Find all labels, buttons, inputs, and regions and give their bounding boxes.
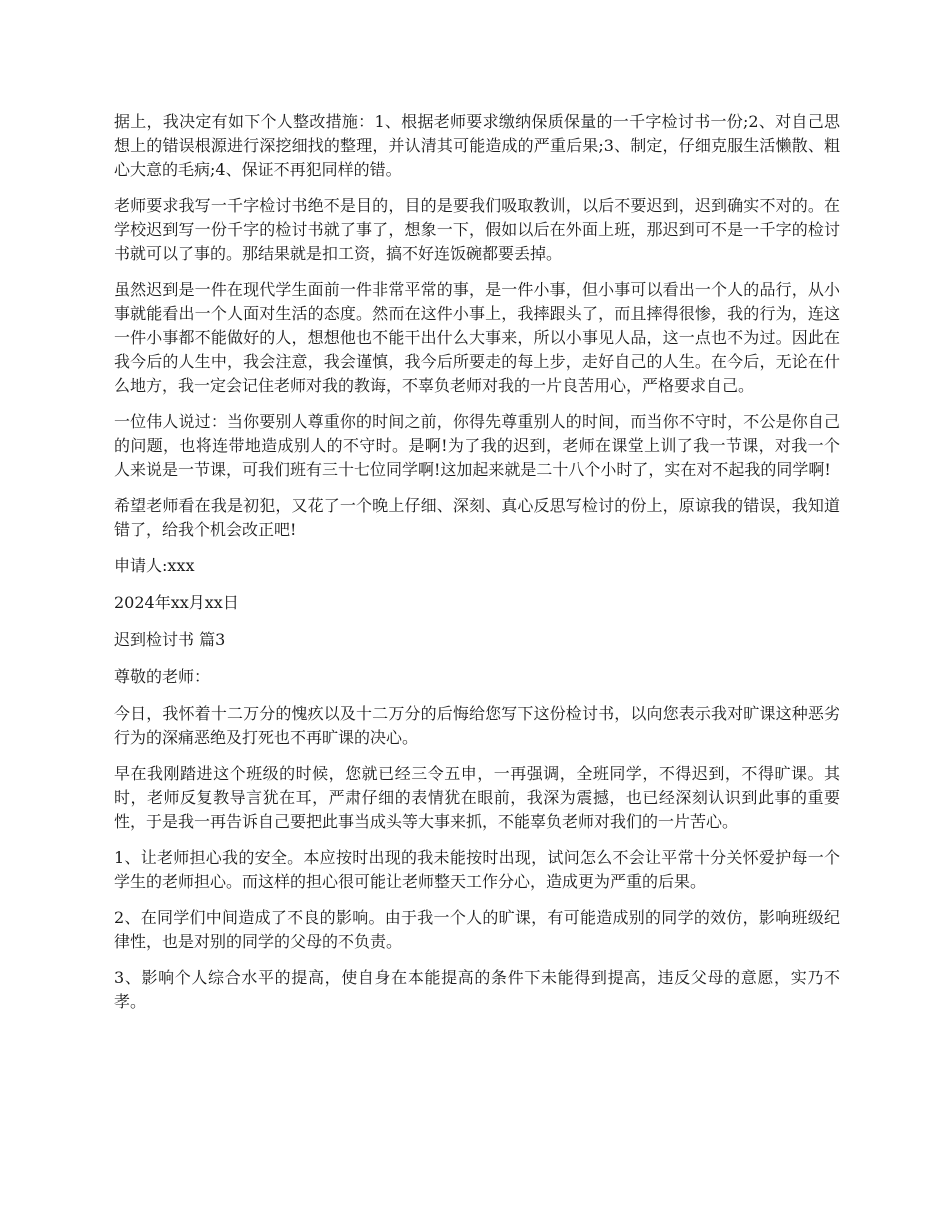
paragraph-plea-forgiveness: 希望老师看在我是初犯，又花了一个晚上仔细、深刻、真心反思写检讨的份上，原谅我的错误，我知道错了，给我个机会改正吧! — [114, 496, 840, 539]
section-heading: 迟到检讨书 篇3 — [114, 630, 226, 649]
applicant-line: 申请人:xxx — [114, 556, 195, 575]
paragraph-small-matters: 虽然迟到是一件在现代学生面前一件非常平常的事，是一件小事，但小事可以看出一个人的品行，从小事就能看出一个人面对生活的态度。然而在这件小事上，我摔跟头了，而且摔得很惨，我的行为，连这一件小事都不能做好的人，想想他也不能干出什么大事来，所以小事见人品，这一点也不为过。因此在我今后的人生中，我会注意，我会谨慎，我今后所要走的每上步，走好自己的人生。在今后，无论在什么地方，我一定会记住老师对我的教诲，不辜负老师对我的一片良苦用心，严格要求自己。 — [114, 280, 840, 395]
date-line: 2024年xx月xx日 — [114, 593, 239, 612]
document-body — [114, 110, 840, 1026]
list-item-worry-safety: 1、让老师担心我的安全。本应按时出现的我未能按时出现，试问怎么不会让平常十分关怀爱护每一个学生的老师担心。而这样的担心很可能让老师整天工作分心，造成更为严重的后果。 — [114, 848, 840, 891]
paragraph-class-rules: 早在我刚踏进这个班级的时候，您就已经三令五申，一再强调，全班同学，不得迟到，不得旷课。其时，老师反复教导言犹在耳，严肃仔细的表情犹在眼前，我深为震撼，也已经深刻认识到此事的重要性，于是我一再告诉自己要把此事当成头等大事来抓，不能辜负老师对我们的一片苦心。 — [114, 764, 840, 831]
paragraph-today-remorse: 今日，我怀着十二万分的愧疚以及十二万分的后悔给您写下这份检讨书，以向您表示我对旷课这种恶劣行为的深痛恶绝及打死也不再旷课的决心。 — [114, 704, 840, 747]
paragraph-rectification-measures: 据上，我决定有如下个人整改措施：1、根据老师要求缴纳保质保量的一千字检讨书一份;2、对自己思想上的错误根源进行深挖细找的整理，并认清其可能造成的严重后果;3、制定，仔细克服生活懒散、粗心大意的毛病;4、保证不再犯同样的错。 — [114, 112, 840, 179]
list-item-bad-influence: 2、在同学们中间造成了不良的影响。由于我一个人的旷课，有可能造成别的同学的效仿，影响班级纪律性，也是对别的同学的父母的不负责。 — [114, 908, 840, 951]
list-item-personal-improvement: 3、影响个人综合水平的提高，使自身在本能提高的条件下未能得到提高，违反父母的意愿，实乃不孝。 — [114, 968, 840, 1011]
paragraph-thousand-word-purpose: 老师要求我写一千字检讨书绝不是目的，目的是要我们吸取教训，以后不要迟到，迟到确实不对的。在学校迟到写一份千字的检讨书就了事了，想象一下，假如以后在外面上班，那迟到可不是一千字的检讨书就可以了事的。那结果就是扣工资，搞不好连饭碗都要丢掉。 — [114, 196, 840, 263]
paragraph-great-man-quote: 一位伟人说过：当你要别人尊重你的时间之前，你得先尊重别人的时间，而当你不守时，不公是你自己的问题，也将连带地造成别人的不守时。是啊!为了我的迟到，老师在课堂上训了我一节课，对我一个人来说是一节课，可我们班有三十七位同学啊!这加起来就是二十八个小时了，实在对不起我的同学啊! — [114, 412, 840, 479]
salutation: 尊敬的老师： — [114, 667, 211, 686]
